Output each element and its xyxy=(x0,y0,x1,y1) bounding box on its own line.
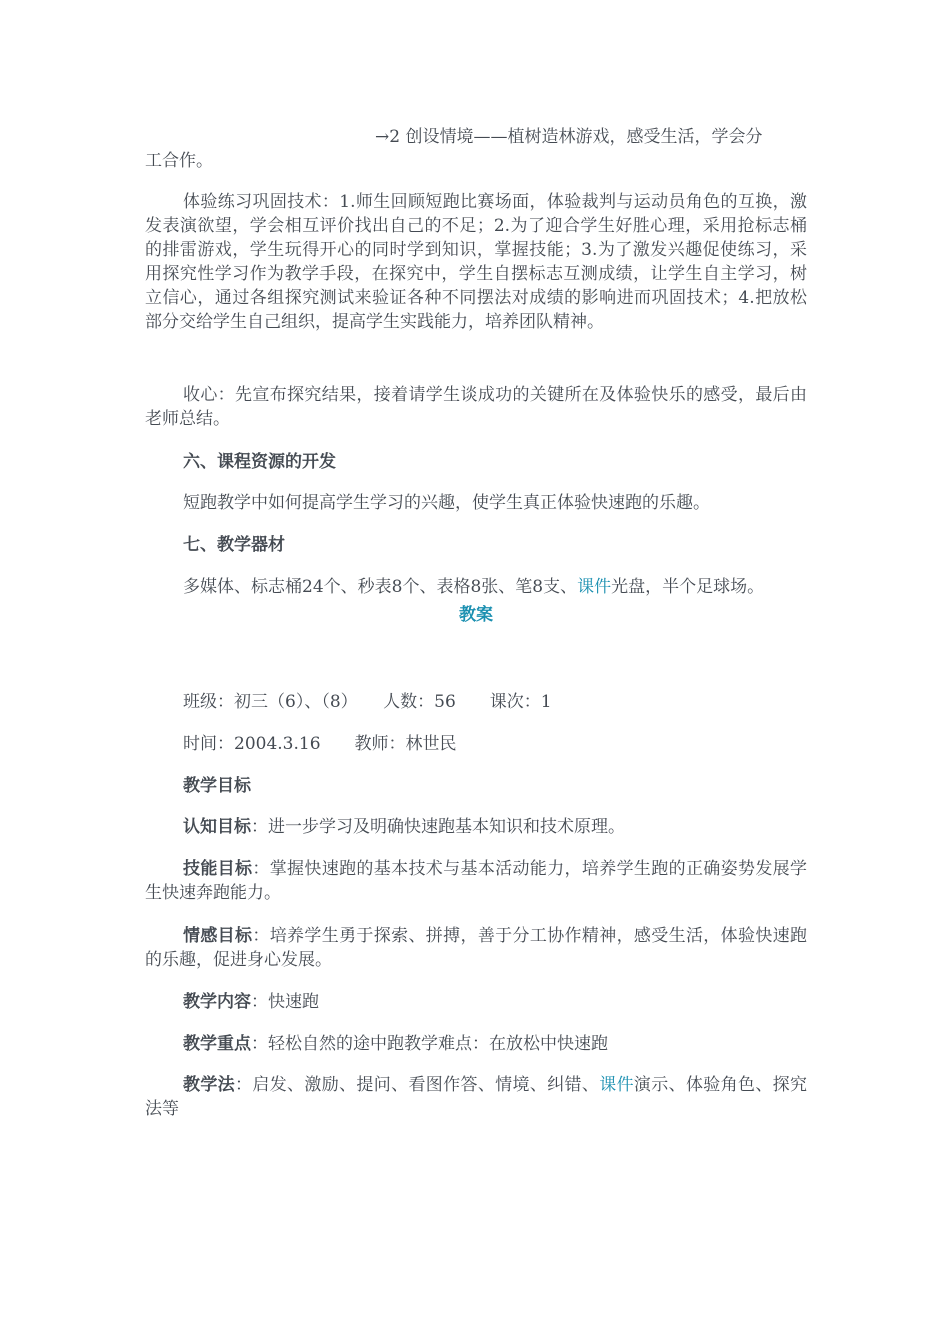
cognitive-goal-label: 认知目标 xyxy=(183,817,251,837)
teaching-focus-label: 教学重点 xyxy=(183,1034,251,1054)
teaching-content xyxy=(145,990,807,1014)
teaching-focus-text: ：轻松自然的途中跑教学难点：在放松中快速跑 xyxy=(251,1034,608,1054)
paragraph-equipment-list xyxy=(145,575,807,599)
teaching-content-label: 教学内容 xyxy=(183,992,251,1012)
teaching-methods-label: 教学法 xyxy=(183,1075,236,1095)
teaching-methods xyxy=(145,1073,807,1121)
teaching-methods-text-before: ：启发、激励、提问、看图作答、情境、纠错、 xyxy=(235,1075,600,1095)
emotion-goal-label: 情感目标 xyxy=(183,926,253,946)
paragraph-create-scene-line1: →2 创设情境——植树造林游戏，感受生活，学会分 xyxy=(375,127,763,147)
cognitive-goal xyxy=(145,815,807,839)
teaching-goals-heading: 教学目标 xyxy=(183,776,251,796)
emotion-goal xyxy=(145,924,807,972)
paragraph-create-scene-line2: 工合作。 xyxy=(145,151,213,171)
paragraph-course-resources: 短跑教学中如何提高学生学习的兴趣，使学生真正体验快速跑的乐趣。 xyxy=(183,493,710,513)
paragraph-create-scene xyxy=(145,125,807,149)
teaching-content-text: ：快速跑 xyxy=(251,992,319,1012)
lesson-plan-title[interactable]: 教案 xyxy=(459,605,493,625)
paragraph-experience-practice: 体验练习巩固技术：1.师生回顾短跑比赛场面，体验裁判与运动员角色的互换，激发表演欲望，学会相互评价找出自己的不足；2.为了迎合学生好胜心理，采用抢标志桶的排雷游戏，学生玩得开心的同时学到知识，掌握技能；3.为了激发兴趣促使练习，采用探究性学习作为教学手段，在探究中，学生自摆标志互测成绩，让学生自主学习，树立信心，通过各组探究测试来验证各种不同摆法对成绩的影响进而巩固技术；4.把放松部分交给学生自己组织，提高学生实践能力，培养团队精神。 xyxy=(145,192,807,332)
teaching-focus xyxy=(145,1032,807,1056)
skill-goal-label: 技能目标 xyxy=(183,859,253,879)
heading-teaching-equipment: 七、教学器材 xyxy=(183,535,285,555)
equipment-text-before: 多媒体、标志桶24个、秒表8个、表格8张、笔8支、 xyxy=(183,577,578,597)
emotion-goal-text: ：培养学生勇于探索、拼搏，善于分工协作精神，感受生活，体验快速跑的乐趣，促进身心发展。 xyxy=(145,926,808,970)
courseware-link[interactable]: 课件 xyxy=(577,577,612,597)
time-teacher-line: 时间：2004.3.16 教师：林世民 xyxy=(183,734,457,754)
courseware-link-methods[interactable]: 课件 xyxy=(599,1075,634,1095)
skill-goal-text: ：掌握快速跑的基本技术与基本活动能力，培养学生跑的正确姿势发展学生快速奔跑能力。 xyxy=(145,859,808,903)
heading-course-resources: 六、课程资源的开发 xyxy=(183,452,336,472)
paragraph-wrap-up: 收心：先宣布探究结果，接着请学生谈成功的关键所在及体验快乐的感受，最后由老师总结。 xyxy=(145,385,807,429)
equipment-text-after: 光盘，半个足球场。 xyxy=(611,577,765,597)
skill-goal xyxy=(145,857,807,905)
class-info-line: 班级：初三（6）、（8） 人数：56 课次：1 xyxy=(183,692,552,712)
teaching-methods-text-after: 演示、体验角色、探究法等 xyxy=(145,1075,808,1119)
paragraph-create-scene-cont xyxy=(145,149,807,173)
cognitive-goal-text: ：进一步学习及明确快速跑基本知识和技术原理。 xyxy=(251,817,625,837)
